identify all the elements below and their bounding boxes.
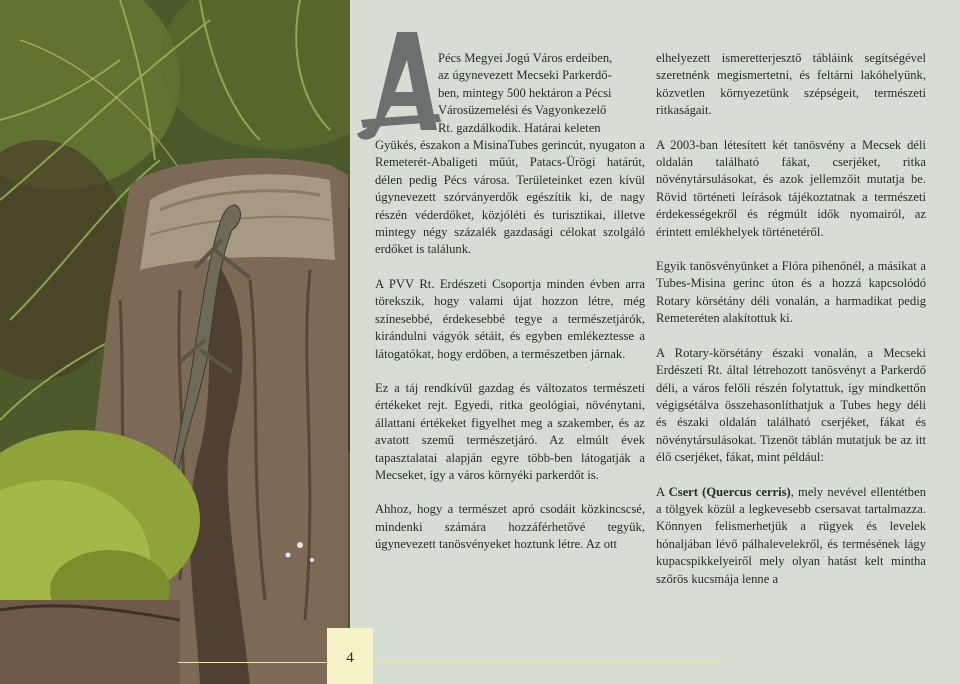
footer-rule-left [178,662,327,663]
intro-paragraph [375,50,645,259]
lizard-on-stump-photo [0,0,350,684]
intro-continuation: Gyükés, északon a MisinaTubes gerincút, nyugaton a Remeterét-Abaligeti műút, Patacs-Ürögi határút, délen pedig Pécs városa. Területeinket ezen kívül úgynevezett szórványerdők egészítik ki, de nagy részén véderdőket, közjóléti és turisztikai, illetve mintegy négy százalék gazdasági célokat szolgáló erdőket is találunk. [375,138,645,257]
text-column-left [375,50,645,571]
paragraph-landscape: Ez a táj rendkívül gazdag és változatos természeti értékeket rejt. Egyedi, ritka geológiai, növénytani, állattani értékeket figyelhet meg a szakember, és az avatott szemű természetjáró. Az elmúlt évek tapasztalatai alapján egyre több-ben látogatják a Mecseket, így a város környéki parkerdőt is. [375,380,645,482]
intro-line: Rt. gazdálkodik. Határai keleten [438,120,601,135]
paragraph-cser [656,484,926,588]
cser-species-name: Csert (Quercus cerris) [668,484,791,499]
paragraph-flora: Egyik tanösvényünket a Flóra pihenőnél, a másikat a Tubes-Misina gerinc úton és a hozzá kapcsolódó Rotary körsétány déli vonalán, a harmadikat pedig Remeteréten alakítottuk ki. [656,259,926,326]
paragraph-pvv: A PVV Rt. Erdészeti Csoportja minden évben arra törekszik, hogy valami újat hozzon létre, még színesebbé, érdekesebbé tegye a természetjárók, kirándulni vágyók sétáit, és egyben emlékeztesse a látogatókat, hogy erdőben, a természetben járnak. [375,276,645,361]
paragraph-trails: Ahhoz, hogy a természet apró csodáit közkincscsé, mindenki számára hozzáférhetővé tegyük, úgynevezett tanösvényeket hoztunk létre. Az ott [375,502,645,552]
intro-line: az úgynevezett Mecseki Parkerdő- [438,68,612,83]
cser-pre: A [656,484,669,499]
intro-indented-lines [375,50,645,137]
intro-line: Városüzemelési és Vagyonkezelő [438,103,607,118]
intro-line: Pécs Megyei Jogú Város erdeiben, [438,51,613,65]
paragraph-boards: elhelyezett ismeretterjesztő tábláink segítségével szeretnénk megismertetni, és feltárni lakóhelyünk, közvetlen környezetünk szépségeit, természeti ritkaságait. [656,51,926,118]
footer-rule-right [373,662,721,663]
paragraph-rotary: A Rotary-körsétány északi vonalán, a Mecseki Erdészeti Rt. által létrehozott tanösvényt a Parkerdő déli, a város felőli részén folytattuk, így mindkettőn végigsétálva összehasonlíthatjuk a Tubes hegy déli és északi oldalán található cserjéket, fákat és növénytársulásokat. Tizenöt táblán mutatjuk be az itt élő cserjéket, fákat, mint például: [656,345,926,465]
page-number: 4 [346,650,354,666]
paragraph-2003: A 2003-ban létesített két tanösvény a Mecsek déli oldalán található fákat, cserjéket, ritka növénytársulásokat, és azok jellemzőit mutatja be. Rövid történeti leírások tájékoztatnak a természeti érdekességekről és régmúlt idők nyomairól, az érintett emlékhelyek történetéről. [656,137,926,239]
text-column-right [656,50,926,605]
cser-description: , mely nevével ellentétben a tölgyek közül a legkevesebb csersavat tartalmazza. Könnyen felismerhetjük a rügyek és levelek hónaljában lévő pálhalevelekről, és termésének lágy kupacspikkelyeiről mely olyan hatást kelt mintha szőrös kucsmája lenne a [656,484,926,586]
intro-line: ben, mintegy 500 hektáron a Pécsi [438,85,612,100]
photo-illustration [0,0,350,684]
